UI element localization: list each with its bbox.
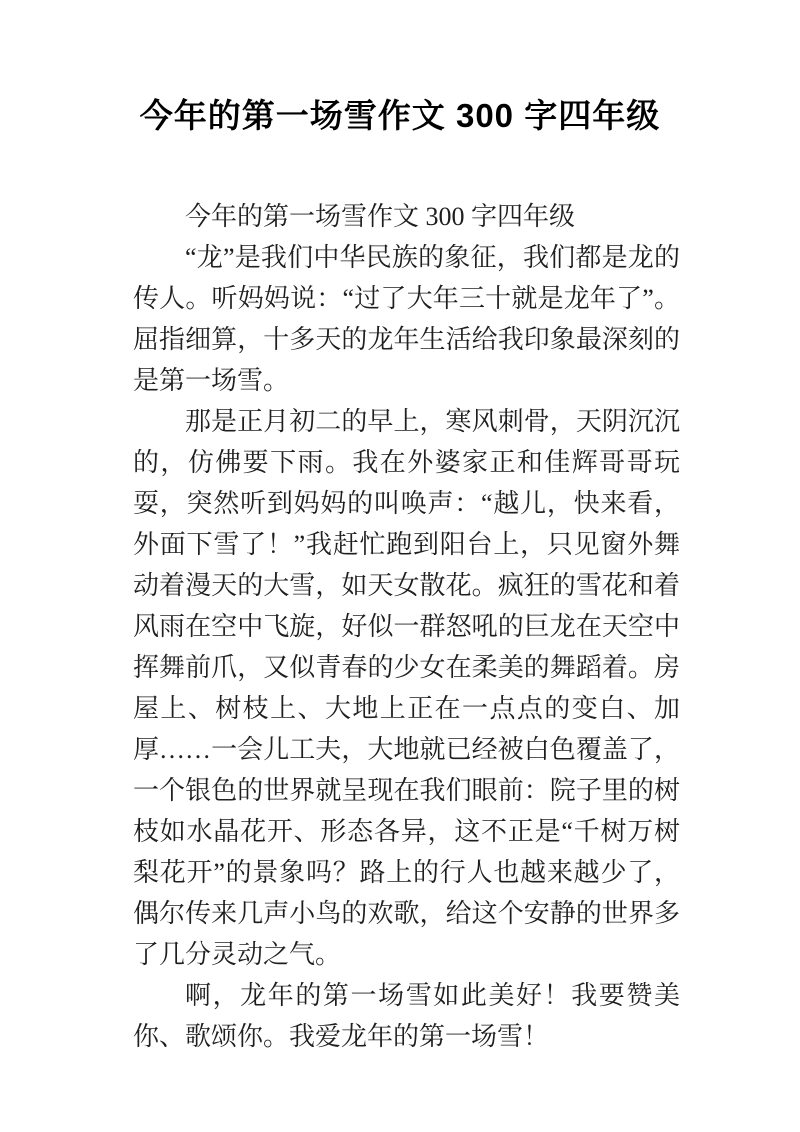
essay-body bbox=[133, 196, 680, 1057]
essay-subtitle-line: 今年的第一场雪作文 300 字四年级 bbox=[185, 202, 576, 231]
essay-paragraph: 啊，龙年的第一场雪如此美好！我要赞美你、歌颂你。我爱龙年的第一场雪！ bbox=[133, 981, 680, 1051]
essay-paragraph: “龙”是我们中华民族的象征，我们都是龙的传人。听妈妈说：“过了大年三十就是龙年了”。屈指细算，十多天的龙年生活给我印象最深刻的是第一场雪。 bbox=[133, 243, 680, 395]
page-title: 今年的第一场雪作文 300 字四年级 bbox=[139, 97, 661, 134]
essay-paragraph: 那是正月初二的早上，寒风刺骨，天阴沉沉的，仿佛要下雨。我在外婆家正和佳辉哥哥玩耍，突然听到妈妈的叫唤声：“越儿，快来看，外面下雪了！”我赶忙跑到阳台上，只见窗外舞动着漫天的大雪，如天女散花。疯狂的雪花和着风雨在空中飞旋，好似一群怒吼的巨龙在天空中挥舞前爪，又似青春的少女在柔美的舞蹈着。房屋上、树枝上、大地上正在一点点的变白、加厚……一会儿工夫，大地就已经被白色覆盖了，一个银色的世界就呈现在我们眼前：院子里的树枝如水晶花开、形态各异，这不正是“千树万树梨花开”的景象吗？路上的行人也越来越少了，偶尔传来几声小鸟的欢歌，给这个安静的世界多了几分灵动之气。 bbox=[133, 407, 680, 969]
